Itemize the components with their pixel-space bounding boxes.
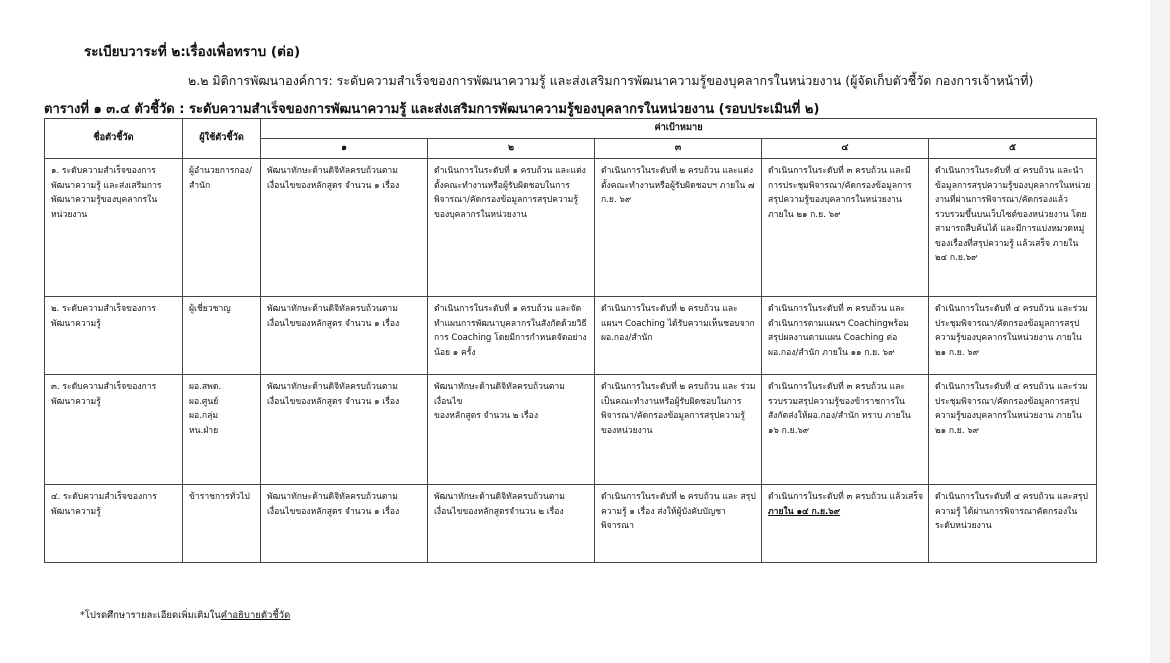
- table-row: [45, 159, 1097, 297]
- level-cell: ดำเนินการในระดับที่ ๒ ครบถ้วน และ สรุปความรู้ ๑ เรื่อง ส่งให้ผู้บังคับบัญชาพิจารณา: [595, 485, 762, 563]
- level-cell: ดำเนินการในระดับที่ ๒ ครบถ้วน และ ร่วมเป็นคณะทำงานหรือผู้รับผิดชอบในการพิจารณา/คัดกรองข้อมูลการสรุปความรู้ของหน่วยงาน: [595, 375, 762, 485]
- header-user: ผู้ใช้ตัวชี้วัด: [183, 119, 261, 159]
- level-text: ดำเนินการในระดับที่ ๓ ครบถ้วน แล้วเสร็จ: [768, 492, 923, 502]
- level-cell: ดำเนินการในระดับที่ ๔ ครบถ้วน และนำข้อมูลการสรุปความรู้ของบุคลากรในหน่วยงานที่ผ่านการพิจารณา/คัดกรองแล้ว รวบรวมขึ้นบนเว็บไซต์ของหน่วยงาน โดยสามารถสืบค้นได้ และมีการแบ่งหมวดหมู่ของเรื่องที่สรุปความรู้ แล้วเสร็จ ภายใน ๒๔ ก.ย.๖๙: [929, 159, 1097, 297]
- level-cell: พัฒนาทักษะด้านดิจิทัลครบถ้วนตามเงื่อนไขของหลักสูตร จำนวน ๑ เรื่อง: [261, 375, 428, 485]
- level-cell: ดำเนินการในระดับที่ ๓ ครบถ้วน และดำเนินการตามแผนฯ Coachingพร้อมสรุปผลงานตามแผน Coaching ต่อ ผอ.กอง/สำนัก ภายใน ๑๑ ก.ย. ๖๙: [762, 297, 929, 375]
- level-cell: ดำเนินการในระดับที่ ๑ ครบถ้วน และจัดทำแผนการพัฒนาบุคลากรในสังกัดด้วยวิธีการ Coaching โดยมีการกำหนดจัดอย่างน้อย ๑ ครั้ง: [428, 297, 595, 375]
- user-cell: ผู้เชี่ยวชาญ: [183, 297, 261, 375]
- footnote-text: *โปรดศึกษารายละเอียดเพิ่มเติมใน: [80, 610, 221, 621]
- level-cell: พัฒนาทักษะด้านดิจิทัลครบถ้วนตามเงื่อนไขของหลักสูตร จำนวน ๑ เรื่อง: [261, 159, 428, 297]
- indicator-cell: ๒. ระดับความสำเร็จของการพัฒนาความรู้: [45, 297, 183, 375]
- table-row: [45, 375, 1097, 485]
- level-cell: ดำเนินการในระดับที่ ๑ ครบถ้วน และแต่งตั้งคณะทำงานหรือผู้รับผิดชอบในการพิจารณา/คัดกรองข้อมูลการสรุปความรู้ของบุคลากรในหน่วยงาน: [428, 159, 595, 297]
- section-subheading: ๒.๒ มิติการพัฒนาองค์การ: ระดับความสำเร็จของการพัฒนาความรู้ และส่งเสริมการพัฒนาความรู้ของบุคลากรในหน่วยงาน (ผู้จัดเก็บตัวชี้วัด กองการเจ้าหน้าที่): [188, 73, 1034, 88]
- level-cell: ดำเนินการในระดับที่ ๔ ครบถ้วน และร่วมประชุมพิจารณา/คัดกรองข้อมูลการสรุปความรู้ของบุคลากรในหน่วยงาน ภายใน ๒๑ ก.ย. ๖๙: [929, 375, 1097, 485]
- footnote: [80, 608, 290, 623]
- user-line: ผอ.กลุ่ม: [189, 411, 219, 421]
- level-cell: ดำเนินการในระดับที่ ๓ ครบถ้วน และรวบรวมสรุปความรู้ของข้าราชการในสังกัดส่งให้ผอ.กอง/สำนัก ทราบ ภายใน ๑๖ ก.ย.๖๙: [762, 375, 929, 485]
- header-level-2: ๒: [428, 139, 595, 159]
- level-line: พัฒนาทักษะด้านดิจิทัลครบถ้วนตามเงื่อนไข: [434, 382, 565, 407]
- level-cell: ดำเนินการในระดับที่ ๓ ครบถ้วน และมีการประชุมพิจารณา/คัดกรองข้อมูลการสรุปความรู้ของบุคลากรในหน่วยงาน ภายใน ๒๑ ก.ย. ๖๙: [762, 159, 929, 297]
- indicator-cell: ๓. ระดับความสำเร็จของการพัฒนาความรู้: [45, 375, 183, 485]
- header-level-1: ๑: [261, 139, 428, 159]
- level-cell: [762, 485, 929, 563]
- level-cell: ดำเนินการในระดับที่ ๔ ครบถ้วน และร่วมประชุมพิจารณา/คัดกรองข้อมูลการสรุปความรู้ของบุคลากรในหน่วยงาน ภายใน ๒๑ ก.ย. ๖๙: [929, 297, 1097, 375]
- level-cell: พัฒนาทักษะด้านดิจิทัลครบถ้วนตามเงื่อนไขของหลักสูตร จำนวน ๑ เรื่อง: [261, 485, 428, 563]
- user-cell: ข้าราชการทั่วไป: [183, 485, 261, 563]
- indicator-cell: ๔. ระดับความสำเร็จของการพัฒนาความรู้: [45, 485, 183, 563]
- header-level-3: ๓: [595, 139, 762, 159]
- level-cell: พัฒนาทักษะด้านดิจิทัลครบถ้วนตามเงื่อนไขของหลักสูตรจำนวน ๒ เรื่อง: [428, 485, 595, 563]
- header-level-4: ๔: [762, 139, 929, 159]
- table-row: [45, 485, 1097, 563]
- level-cell: ดำเนินการในระดับที่ ๔ ครบถ้วน และสรุปความรู้ ได้ผ่านการพิจารณาคัดกรองในระดับหน่วยงาน: [929, 485, 1097, 563]
- header-indicator: ชื่อตัวชี้วัด: [45, 119, 183, 159]
- user-line: หน.ฝ่าย: [189, 425, 219, 436]
- user-line: ผอ.สพด.: [189, 382, 222, 392]
- level-cell: ดำเนินการในระดับที่ ๒ ครบถ้วน และแต่งตั้งคณะทำงานหรือผู้รับผิดชอบฯ ภายใน ๗ ก.ย. ๖๙: [595, 159, 762, 297]
- user-cell: [183, 375, 261, 485]
- user-cell: ผู้อำนวยการกอง/สำนัก: [183, 159, 261, 297]
- level-cell: [428, 375, 595, 485]
- agenda-heading: ระเบียบวาระที่ ๒:เรื่องเพื่อทราบ (ต่อ): [84, 44, 301, 60]
- user-line: ผอ.ศูนย์: [189, 396, 219, 407]
- indicator-cell: ๑. ระดับความสำเร็จของการพัฒนาความรู้ และส่งเสริมการพัฒนาความรู้ของบุคลากรในหน่วยงาน: [45, 159, 183, 297]
- table-row: [45, 297, 1097, 375]
- header-target: ค่าเป้าหมาย: [261, 119, 1097, 139]
- table-title: ตารางที่ ๑ ๓.๔ ตัวชี้วัด : ระดับความสำเร็จของการพัฒนาความรู้ และส่งเสริมการพัฒนาความรู้ของบุคลากรในหน่วยงาน (รอบประเมินที่ ๒): [44, 102, 820, 117]
- level-line: ของหลักสูตร จำนวน ๒ เรื่อง: [434, 411, 539, 421]
- kpi-table: [44, 118, 1097, 563]
- indicator-description-link[interactable]: คำอธิบายตัวชี้วัด: [220, 610, 291, 621]
- deadline-emphasis: ภายใน ๑๔ ก.ย.๖๙: [768, 506, 841, 517]
- level-cell: ดำเนินการในระดับที่ ๒ ครบถ้วน และแผนฯ Coaching ได้รับความเห็นชอบจาก ผอ.กอง/สำนัก: [595, 297, 762, 375]
- header-level-5: ๕: [929, 139, 1097, 159]
- level-cell: พัฒนาทักษะด้านดิจิทัลครบถ้วนตามเงื่อนไขของหลักสูตร จำนวน ๑ เรื่อง: [261, 297, 428, 375]
